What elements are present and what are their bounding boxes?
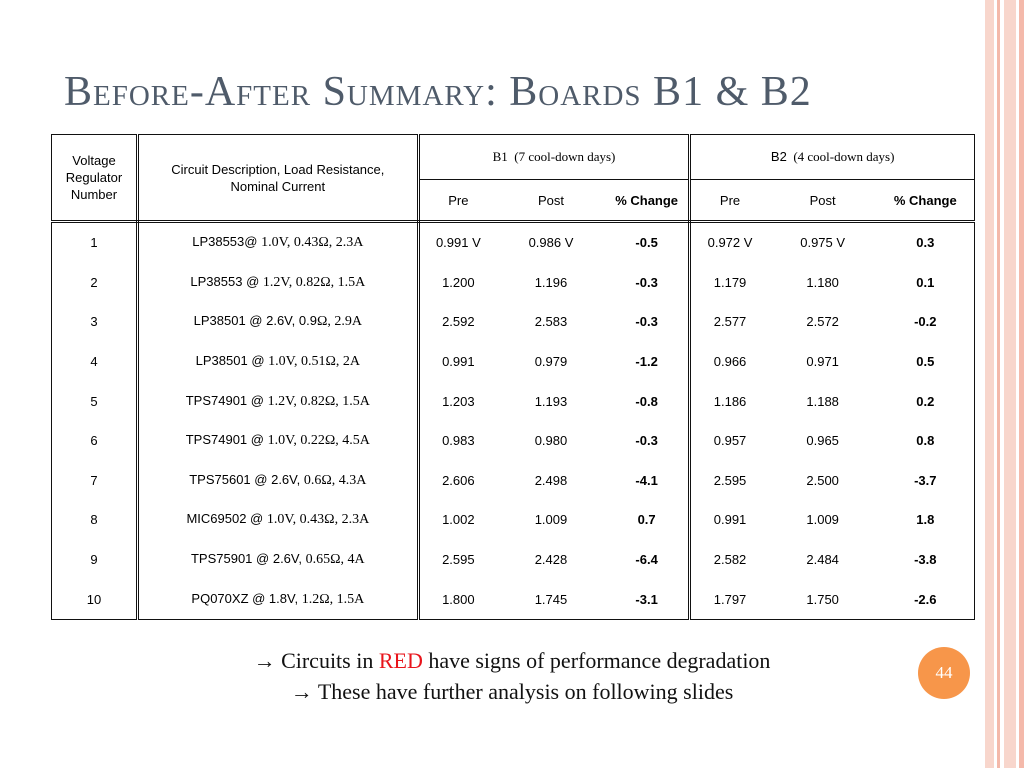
b1-pre-value: 1.203 — [418, 381, 497, 421]
b1-pre-value: 2.606 — [418, 461, 497, 501]
part-name: PQ070XZ @ 1.8V, — [191, 590, 302, 606]
header-b2-pre: Pre — [690, 180, 769, 222]
part-name: LP38501 @ 2.6V, 0.9 — [193, 313, 317, 329]
slide-title: Before-After Summary: Boards B1 & B2 — [64, 69, 812, 115]
table-row — [52, 421, 975, 461]
b1-change-value: -6.4 — [605, 540, 690, 580]
b1-pre-value: 2.595 — [418, 540, 497, 580]
b1-pre-value: 0.991 — [418, 342, 497, 382]
table-row — [52, 342, 975, 382]
regulator-number: 5 — [52, 381, 138, 421]
table-row-degraded — [52, 461, 975, 501]
regulator-number: 6 — [52, 421, 138, 461]
footnote-text-1a: Circuits in — [275, 648, 379, 673]
b2-pre-value: 0.972 V — [690, 222, 769, 263]
part-params: 1.0V, 0.43Ω, 2.3A — [261, 235, 364, 251]
part-name: MIC69502 @ — [186, 511, 267, 527]
b2-note: (4 cool-down days) — [793, 149, 895, 164]
footnote-line-1 — [0, 648, 1024, 674]
b2-change-value: 0.8 — [877, 421, 975, 461]
table-row — [52, 381, 975, 421]
header-board-b1 — [418, 135, 690, 180]
table-row-degraded — [52, 540, 975, 580]
header-b1-post: Post — [497, 180, 605, 222]
b1-post-value: 2.498 — [534, 472, 568, 488]
b1-change-value: -0.8 — [605, 381, 690, 421]
b2-pre-value: 0.957 — [690, 421, 769, 461]
part-params: 0.65Ω, 4A — [305, 552, 365, 568]
part-params: 1.0V, 0.51Ω, 2A — [268, 354, 360, 370]
b1-post-value: 0.979 — [534, 354, 568, 370]
arrow-right-icon: → — [290, 679, 313, 704]
b2-pre-value: 1.186 — [690, 381, 769, 421]
header-b1-change: % Change — [605, 180, 690, 222]
regulator-number: 2 — [52, 263, 138, 303]
b2-label: B2 — [770, 149, 787, 164]
b2-pre-value: 1.179 — [690, 263, 769, 303]
b1-pre-value: 0.991 V — [418, 222, 497, 263]
table-row — [52, 302, 975, 342]
b1-label: B1 — [492, 149, 508, 164]
b1-post-value: 1.745 — [497, 579, 605, 619]
regulator-number: 9 — [52, 540, 138, 580]
page-number-badge: 44 — [918, 647, 970, 699]
header-board-b2 — [690, 135, 975, 180]
circuit-description — [137, 342, 418, 382]
part-params: Ω, 2.9A — [316, 314, 362, 330]
circuit-description — [137, 500, 418, 540]
circuit-description — [137, 381, 418, 421]
b2-post-value: 0.965 — [806, 433, 839, 449]
b1-change-value: -0.3 — [605, 263, 690, 303]
b1-note: (7 cool-down days) — [514, 149, 616, 164]
regulator-number: 8 — [52, 500, 138, 540]
circuit-description — [137, 421, 418, 461]
regulator-number: 7 — [52, 461, 138, 501]
regulator-number: 1 — [52, 222, 138, 263]
b1-pre-value: 1.200 — [418, 263, 497, 303]
table-row — [52, 500, 975, 540]
b1-change-value: -0.3 — [605, 421, 690, 461]
b2-change-value: 1.8 — [877, 500, 975, 540]
b2-pre-value: 2.582 — [690, 540, 769, 580]
b2-pre-value: 2.577 — [690, 302, 769, 342]
circuit-description — [137, 222, 418, 263]
circuit-description — [137, 579, 418, 619]
b2-change-value: -3.7 — [877, 461, 975, 501]
header-b1-pre: Pre — [418, 180, 497, 222]
regulator-number: 3 — [52, 302, 138, 342]
part-params: 0.6Ω, 4.3A — [303, 472, 367, 488]
header-b2-change: % Change — [877, 180, 975, 222]
b1-post-value: 1.196 — [534, 274, 568, 290]
part-name: LP38501 @ — [195, 353, 269, 369]
part-params: 1.0V, 0.43Ω, 2.3A — [266, 512, 370, 528]
arrow-right-icon: → — [253, 648, 276, 673]
b2-change-value: 0.3 — [877, 222, 975, 263]
b2-change-value: -2.6 — [877, 579, 975, 619]
b2-post-value: 0.971 — [806, 354, 839, 370]
regulator-number: 4 — [52, 342, 138, 382]
b2-change-value: -0.2 — [877, 302, 975, 342]
header-b2-post: Post — [769, 180, 877, 222]
table-row-degraded — [52, 579, 975, 619]
table-row — [52, 263, 975, 303]
circuit-description — [137, 540, 418, 580]
b1-post-value: 1.193 — [534, 393, 568, 409]
b2-pre-value: 0.966 — [690, 342, 769, 382]
circuit-description — [137, 263, 418, 303]
b2-change-value: -3.8 — [877, 540, 975, 580]
part-name: TPS75901 @ 2.6V, — [190, 551, 306, 567]
b1-change-value: -0.5 — [605, 222, 690, 263]
part-name: LP38553 @ — [190, 273, 263, 289]
regulator-number: 10 — [52, 579, 138, 619]
b2-post-value: 1.750 — [769, 579, 877, 619]
header-circuit-description: Circuit Description, Load Resistance, Nominal Current — [137, 135, 418, 222]
b2-post-value: 1.009 — [806, 512, 839, 528]
b1-post-value: 2.583 — [534, 314, 568, 330]
b1-change-value: -0.3 — [605, 302, 690, 342]
b2-post-value: 2.572 — [806, 314, 839, 330]
part-params: 1.0V, 0.22Ω, 4.5A — [267, 433, 370, 449]
footnote-text-2: These have further analysis on following slides — [312, 679, 734, 704]
b1-post-value: 0.980 — [534, 433, 568, 449]
part-name: TPS74901 @ — [185, 392, 268, 408]
part-name: TPS74901 @ — [185, 432, 268, 448]
summary-table — [51, 134, 975, 620]
b2-post-value: 1.188 — [806, 393, 839, 409]
b1-post-value: 2.428 — [534, 552, 568, 568]
b2-change-value: 0.2 — [877, 381, 975, 421]
footnote-text-1b: have signs of performance degradation — [422, 648, 771, 673]
b1-pre-value: 1.800 — [418, 579, 497, 619]
b1-post-value: 0.986 V — [528, 235, 574, 251]
b1-post-value: 1.009 — [534, 512, 568, 528]
part-name: TPS75601 @ 2.6V, — [189, 471, 304, 487]
b1-change-value: 0.7 — [605, 500, 690, 540]
b2-post-value: 2.484 — [806, 552, 839, 568]
b1-pre-value: 2.592 — [418, 302, 497, 342]
b2-pre-value: 1.797 — [690, 579, 769, 619]
b2-change-value: 0.1 — [877, 263, 975, 303]
circuit-description — [137, 302, 418, 342]
circuit-description — [137, 461, 418, 501]
part-params: 1.2Ω, 1.5A — [301, 591, 365, 607]
part-params: 1.2V, 0.82Ω, 1.5A — [262, 274, 366, 290]
header-row-1 — [52, 135, 975, 180]
b2-pre-value: 0.991 — [690, 500, 769, 540]
b2-change-value: 0.5 — [877, 342, 975, 382]
b1-pre-value: 0.983 — [418, 421, 497, 461]
b2-post-value: 2.500 — [806, 472, 839, 488]
table-row — [52, 222, 975, 263]
b1-change-value: -4.1 — [605, 461, 690, 501]
b1-pre-value: 1.002 — [418, 500, 497, 540]
b1-change-value: -3.1 — [605, 579, 690, 619]
part-name: LP38553@ — [192, 234, 262, 250]
header-regulator-number: Voltage Regulator Number — [52, 135, 138, 222]
b2-post-value: 1.180 — [806, 274, 839, 290]
footnote-line-2 — [0, 679, 1024, 705]
b1-change-value: -1.2 — [605, 342, 690, 382]
b2-pre-value: 2.595 — [690, 461, 769, 501]
b2-post-value: 0.975 V — [800, 235, 846, 251]
part-params: 1.2V, 0.82Ω, 1.5A — [267, 393, 370, 409]
footnote-red-word: RED — [378, 648, 423, 673]
